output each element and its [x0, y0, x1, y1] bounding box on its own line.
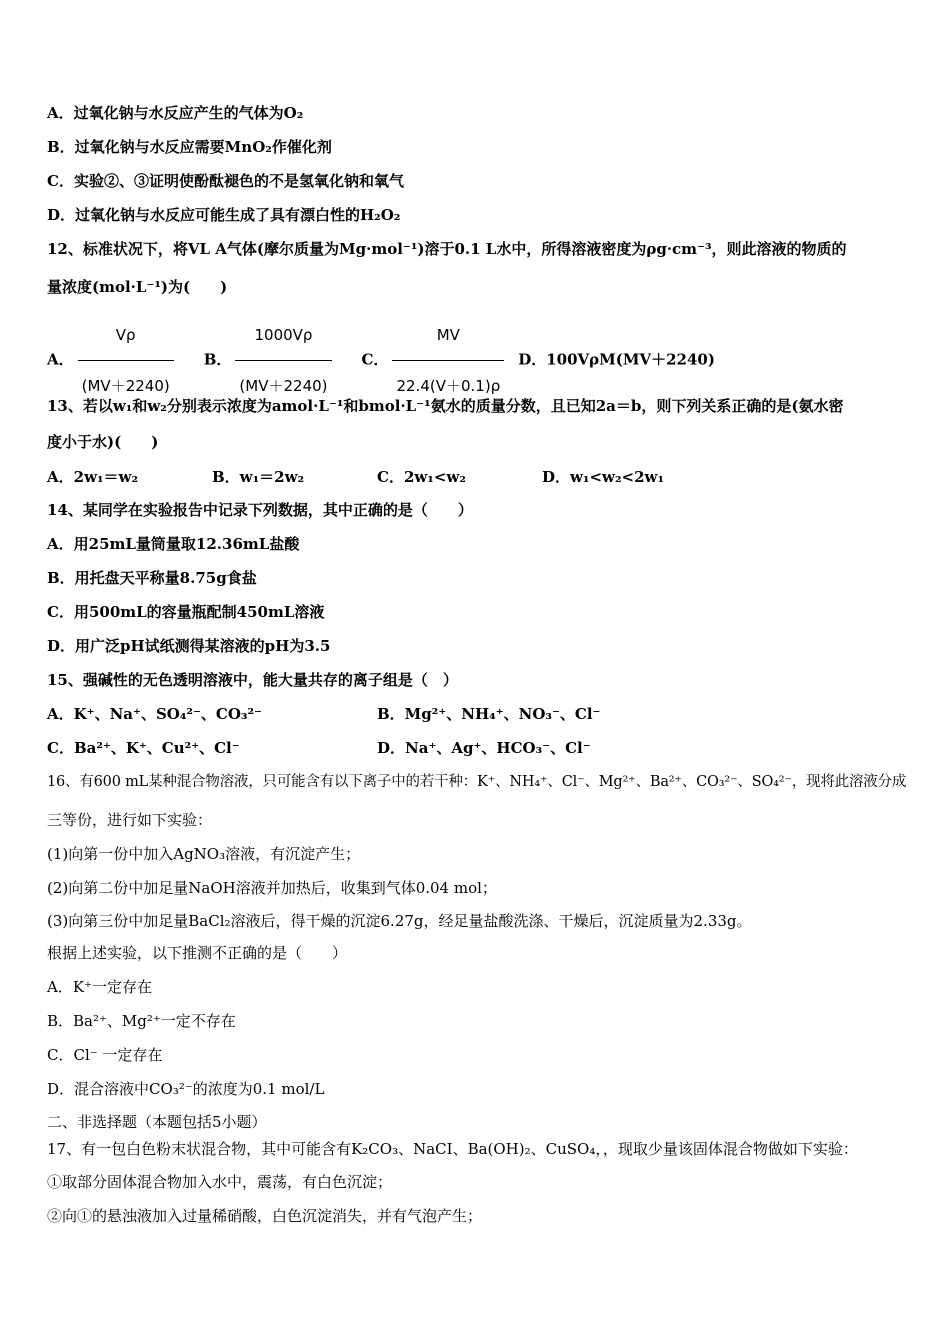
q14-stem: 14、某同学在实验报告中记录下列数据，其中正确的是（ ）: [47, 501, 473, 519]
q12-option-b-label: B．: [203, 350, 232, 369]
q16-experiment-2: (2)向第二份中加足量NaOH溶液并加热后，收集到气体0.04 mol；: [47, 879, 497, 897]
q15-row1: [47, 704, 601, 724]
q16-option-d: D．混合溶液中CO₃²⁻的浓度为0.1 mol/L: [47, 1080, 325, 1098]
q12-c-numerator: MV: [392, 312, 504, 361]
q12-stem-line2: 量浓度(mol·L⁻¹)为( ): [47, 278, 228, 296]
q13-option-a: A．2w₁＝w₂: [47, 468, 139, 486]
q15-stem: 15、强碱性的无色透明溶液中，能大量共存的离子组是（ ）: [47, 671, 458, 689]
q12-c-denominator: 22.4(V＋0.1)ρ: [396, 377, 501, 395]
q14-option-c: C．用500mL的容量瓶配制450mL溶液: [47, 603, 325, 621]
q12-a-numerator: Vρ: [78, 312, 174, 361]
q15-option-c: C．Ba²⁺、K⁺、Cu²⁺、Cl⁻: [47, 739, 240, 757]
q15-row2: [47, 738, 591, 758]
q11-option-a: A．过氧化钠与水反应产生的气体为O₂: [47, 104, 304, 122]
q13-option-d: D．w₁<w₂<2w₁: [542, 468, 665, 486]
q11-option-c: C．实验②、③证明使酚酞褪色的不是氢氧化钠和氧气: [47, 172, 404, 190]
q16-option-c: C．Cl⁻ 一定存在: [47, 1046, 163, 1064]
q12-option-c-label: C．: [361, 350, 389, 369]
q15-option-b: B．Mg²⁺、NH₄⁺、NO₃⁻、Cl⁻: [377, 705, 601, 723]
q13-stem-line1: 13、若以w₁和w₂分别表示浓度为amol·L⁻¹和bmol·L⁻¹氨水的质量分数，且已知2a＝b，则下列关系正确的是(氨水密: [47, 397, 844, 415]
q12-option-c-fraction: [392, 312, 504, 409]
q14-option-b: B．用托盘天平称量8.75g食盐: [47, 569, 257, 587]
q16-experiment-3: (3)向第三份中加足量BaCl₂溶液后，得干燥的沉淀6.27g，经足量盐酸洗涤、干燥后，沉淀质量为2.33g。: [47, 912, 752, 930]
q12-b-denominator: (MV＋2240): [239, 377, 328, 395]
q13-option-c: C．2w₁<w₂: [377, 468, 466, 486]
q16-stem-line2: 三等份，进行如下实验：: [47, 811, 213, 829]
q15-option-d: D．Na⁺、Ag⁺、HCO₃⁻、Cl⁻: [377, 739, 591, 757]
q12-stem-line1: 12、标准状况下，将VL A气体(摩尔质量为Mg·mol⁻¹)溶于0.1 L水中，所得溶液密度为ρg·cm⁻³，则此溶液的物质的: [47, 240, 847, 258]
q14-option-d: D．用广泛pH试纸测得某溶液的pH为3.5: [47, 637, 331, 655]
q12-option-b-fraction: [235, 312, 331, 409]
q12-options-row: [47, 312, 715, 409]
q11-option-b: B．过氧化钠与水反应需要MnO₂作催化剂: [47, 138, 332, 156]
q16-option-a: A．K⁺一定存在: [47, 978, 152, 996]
q12-a-denominator: (MV＋2240): [81, 377, 170, 395]
q17-stem: 17、有一包白色粉末状混合物，其中可能含有K₂CO₃、NaCI、Ba(OH)₂、CuSO₄，，现取少量该固体混合物做如下实验：: [47, 1140, 858, 1158]
q14-option-a: A．用25mL量筒量取12.36mL盐酸: [47, 535, 300, 553]
q13-option-b: B．w₁＝2w₂: [212, 468, 305, 486]
q17-step-1: ①取部分固体混合物加入水中，震荡，有白色沉淀；: [47, 1173, 393, 1191]
q11-option-d: D．过氧化钠与水反应可能生成了具有漂白性的H₂O₂: [47, 206, 401, 224]
section-heading: 二、非选择题（本题包括5小题）: [47, 1113, 267, 1131]
q12-option-a-label: A．: [47, 350, 74, 369]
q12-option-d: D．100VρM(MV＋2240): [518, 350, 715, 369]
q17-step-2: ②向①的悬浊液加入过量稀硝酸，白色沉淀消失，并有气泡产生；: [47, 1207, 483, 1225]
q16-question: 根据上述实验，以下推测不正确的是（ ）: [47, 944, 348, 962]
q12-b-numerator: 1000Vρ: [235, 312, 331, 361]
q16-stem-line1: 16、有600 mL某种混合物溶液，只可能含有以下离子中的若干种：K⁺、NH₄⁺、Cl⁻、Mg²⁺、Ba²⁺、CO₃²⁻、SO₄²⁻，现将此溶液分成: [47, 774, 907, 790]
q16-option-b: B．Ba²⁺、Mg²⁺一定不存在: [47, 1012, 236, 1030]
q12-option-a-fraction: [78, 312, 174, 409]
q13-stem-line2: 度小于水)( ): [47, 433, 159, 451]
q16-experiment-1: (1)向第一份中加入AgNO₃溶液，有沉淀产生；: [47, 845, 361, 863]
q15-option-a: A．K⁺、Na⁺、SO₄²⁻、CO₃²⁻: [47, 705, 262, 723]
